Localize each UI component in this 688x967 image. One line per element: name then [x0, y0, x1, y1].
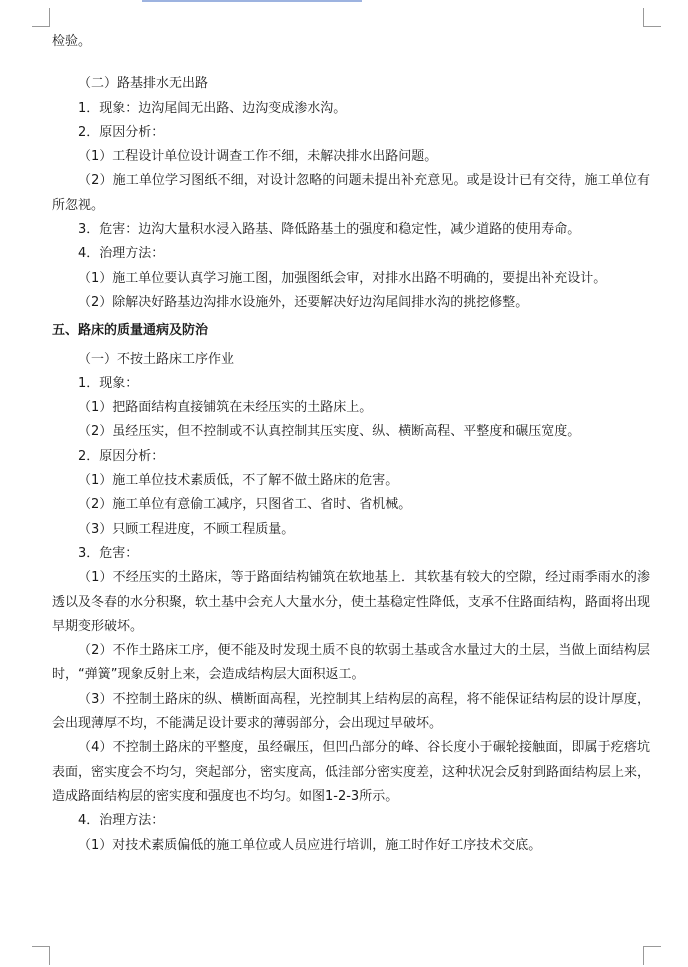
document-body — [52, 30, 650, 858]
paragraph: （1）施工单位要认真学习施工图，加强图纸会审，对排水出路不明确的，要提出补充设计。 — [78, 270, 607, 286]
top-accent-bar — [142, 0, 362, 2]
subsection-heading: （一）不按土路床工序作业 — [78, 351, 235, 367]
subsection-heading: （二）路基排水无出路 — [78, 76, 209, 92]
paragraph: （1）对技术素质偏低的施工单位或人员应进行培训，施工时作好工序技术交底。 — [78, 837, 542, 853]
paragraph: 检验。 — [52, 34, 92, 49]
crop-mark-bottom-right — [643, 946, 661, 965]
paragraph: 1．现象：边沟尾闾无出路、边沟变成渗水沟。 — [78, 100, 347, 116]
paragraph: 2．原因分析： — [78, 448, 165, 464]
paragraph: 4．治理方法： — [78, 246, 165, 262]
paragraph: （4）不控制土路床的平整度，虽经碾压，但凹凸部分的峰、谷长度小于碾轮接触面，即属于疙瘩坑表面，密实度会不均匀，突起部分，密实度高，低洼部分密实度差，这种状况会反射到路面结构层上来，造成路面结构层的密实度和强度也不均匀。如图1-2-3所示。 — [52, 740, 651, 804]
crop-mark-top-left — [32, 8, 50, 27]
paragraph: （1）施工单位技术素质低，不了解不做土路床的危害。 — [78, 473, 399, 489]
paragraph: 1．现象： — [78, 375, 139, 391]
paragraph: （2）虽经压实，但不控制或不认真控制其压实度、纵、横断高程、平整度和碾压宽度。 — [78, 424, 581, 440]
paragraph: （3）只顾工程进度，不顾工程质量。 — [78, 521, 295, 537]
section-heading: 五、路床的质量通病及防治 — [52, 323, 209, 339]
paragraph: 3．危害： — [78, 545, 139, 561]
paragraph: （2）不作土路床工序，便不能及时发现土质不良的软弱土基或含水量过大的土层，当做上面结构层时，“弹簧”现象反射上来，会造成结构层大面积返工。 — [52, 643, 650, 683]
paragraph: （2）除解决好路基边沟排水设施外，还要解决好边沟尾闾排水沟的挑挖修整。 — [78, 294, 529, 310]
crop-mark-bottom-left — [32, 946, 50, 965]
paragraph: （3）不控制土路床的纵、横断面高程，光控制其上结构层的高程，将不能保证结构层的设计厚度，会出现薄厚不均，不能满足设计要求的薄弱部分，会出现过早破坏。 — [52, 691, 650, 732]
paragraph: （2）施工单位学习图纸不细，对设计忽略的问题未提出补充意见。或是设计已有交待，施工单位有所忽视。 — [52, 173, 650, 213]
paragraph: 2．原因分析： — [78, 124, 165, 140]
paragraph: （2）施工单位有意偷工减序，只图省工、省时、省机械。 — [78, 497, 412, 513]
paragraph: 3．危害：边沟大量积水浸入路基、降低路基土的强度和稳定性，减少道路的使用寿命。 — [78, 222, 581, 238]
crop-mark-top-right — [643, 8, 661, 27]
spacer — [52, 54, 650, 72]
paragraph: （1）工程设计单位设计调查工作不细，未解决排水出路问题。 — [78, 149, 438, 165]
paragraph: （1）把路面结构直接铺筑在未经压实的土路床上。 — [78, 400, 373, 416]
paragraph: 4．治理方法： — [78, 813, 165, 829]
paragraph: （1）不经压实的土路床，等于路面结构铺筑在软地基上．其软基有较大的空隙，经过雨季雨水的渗透以及冬春的水分积聚，软土基中会充人大量水分，使土基稳定性降低，支承不住路面结构，路面将出现早期变形破坏。 — [52, 570, 651, 634]
